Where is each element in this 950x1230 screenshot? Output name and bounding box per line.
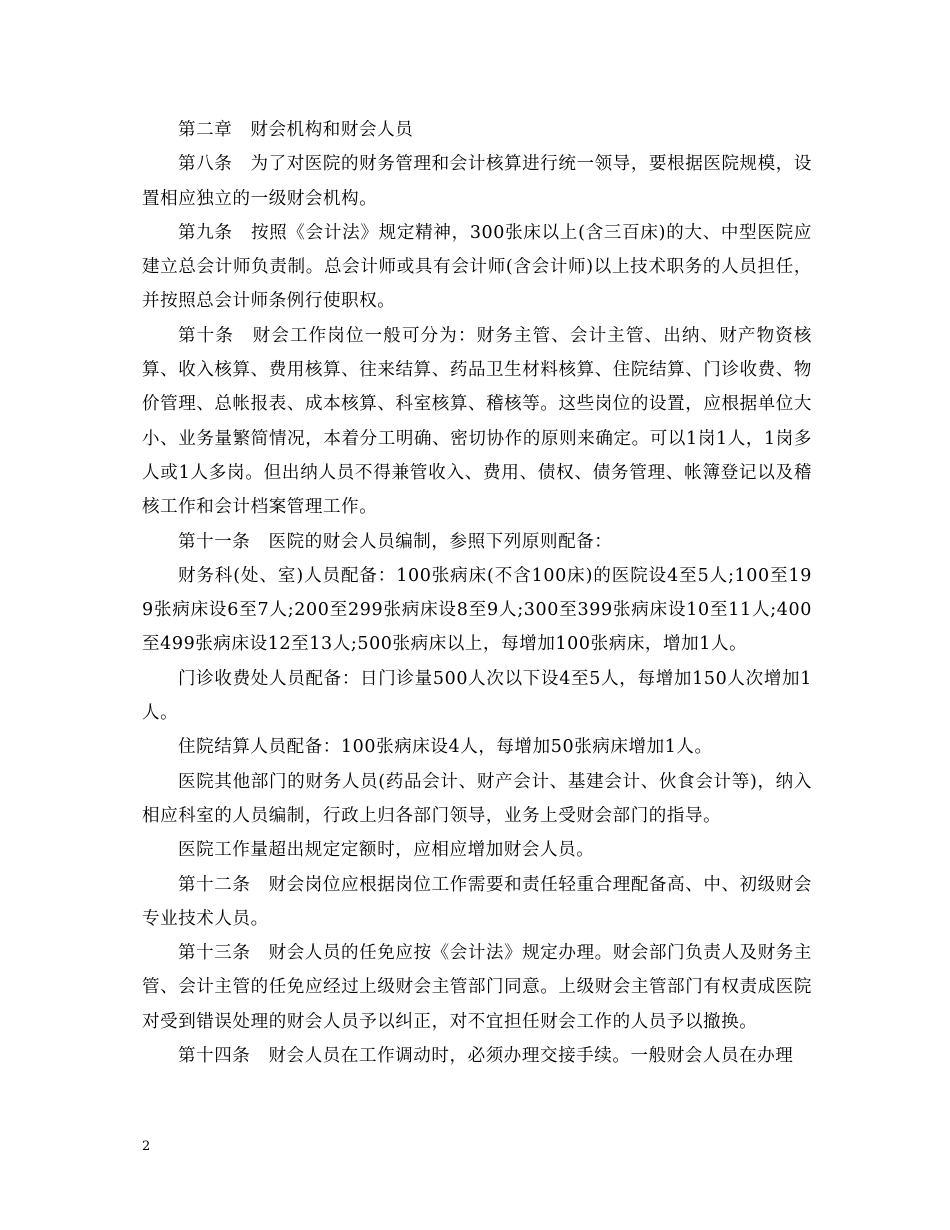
article-12: 第十二条 财会岗位应根据岗位工作需要和责任轻重合理配备高、中、初级财会专业技术人员。 bbox=[142, 874, 812, 929]
article-13: 第十三条 财会人员的任免应按《会计法》规定办理。财会部门负责人及财务主管、会计主管的任免应经过上级财会主管部门同意。上级财会主管部门有权责成医院对受到错误处理的财会人员予以纠正，对不宜担任财会工作的人员予以撤换。 bbox=[142, 943, 812, 1032]
outpatient-staffing-paragraph: 门诊收费处人员配备：日门诊量500人次以下设4至5人，每增加150人次增加1人。 bbox=[142, 668, 812, 724]
other-departments-paragraph: 医院其他部门的财务人员(药品会计、财产会计、基建会计、伙食会计等)，纳入相应科室的人员编制，行政上归各部门领导，业务上受财会部门的指导。 bbox=[142, 771, 812, 826]
article-8: 第八条 为了对医院的财务管理和会计核算进行统一领导，要根据医院规模，设置相应独立的一级财会机构。 bbox=[142, 154, 812, 209]
article-9: 第九条 按照《会计法》规定精神，300张床以上(含三百床)的大、中型医院应建立总会计师负责制。总会计师或具有会计师(含会计师)以上技术职务的人员担任，并按照总会计师条例行使职权。 bbox=[142, 222, 812, 312]
page-number: 2 bbox=[142, 1139, 151, 1154]
finance-staffing-paragraph: 财务科(处、室)人员配备：100张病床(不含100床)的医院设4至5人;100至199张病床设6至7人;200至299张病床设8至9人;300至399张病床设10至11人;400至499张病床设12至13人;500张病床以上，每增加100张病床，增加1人。 bbox=[142, 565, 812, 655]
document-body bbox=[142, 113, 812, 1073]
chapter-heading: 第二章 财会机构和财会人员 bbox=[178, 120, 414, 140]
article-14: 第十四条 财会人员在工作调动时，必须办理交接手续。一般财会人员在办理 bbox=[178, 1046, 794, 1067]
article-10: 第十条 财会工作岗位一般可分为：财务主管、会计主管、出纳、财产物资核算、收入核算、费用核算、往来结算、药品卫生材料核算、住院结算、门诊收费、物价管理、总帐报表、成本核算、科室核算、稽核等。这些岗位的设置，应根据单位大小、业务量繁简情况，本着分工明确、密切协作的原则来确定。可以1岗1人，1岗多人或1人多岗。但出纳人员不得兼管收入、费用、债权、债务管理、帐簿登记以及稽核工作和会计档案管理工作。 bbox=[142, 325, 812, 518]
workload-paragraph: 医院工作量超出规定定额时，应相应增加财会人员。 bbox=[178, 840, 595, 861]
inpatient-staffing-paragraph: 住院结算人员配备：100张病床设4人，每增加50张病床增加1人。 bbox=[178, 737, 713, 758]
article-11: 第十一条 医院的财会人员编制，参照下列原则配备： bbox=[178, 531, 613, 552]
